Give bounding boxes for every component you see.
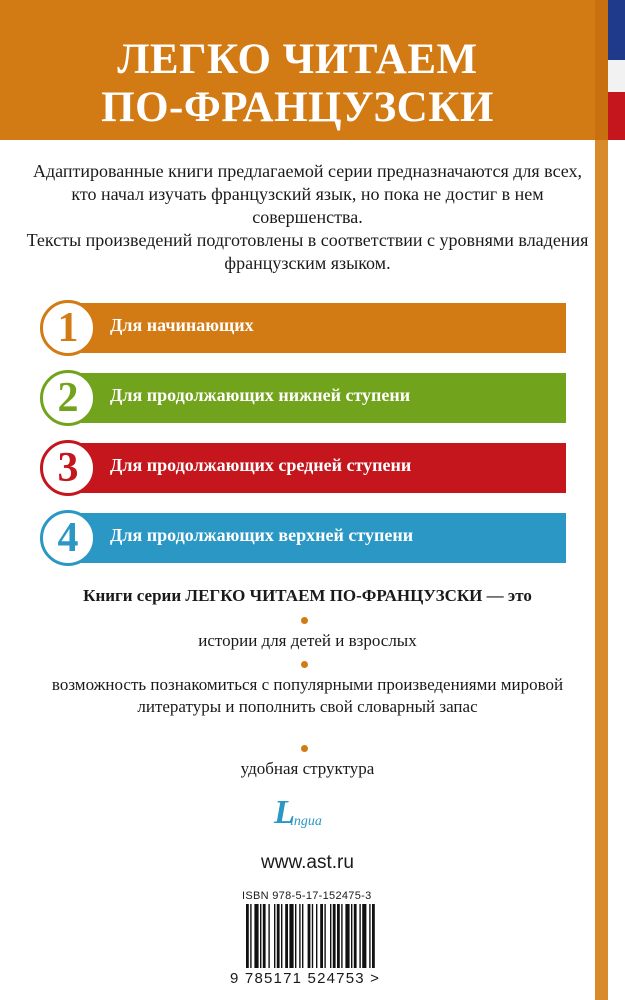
spine-edge-top bbox=[595, 0, 608, 140]
series-title-line1: ЛЕГКО ЧИТАЕМ bbox=[117, 36, 478, 83]
level-label: Для начинающих bbox=[110, 315, 254, 335]
header-band bbox=[0, 0, 595, 140]
intro-paragraph-1: Адаптированные книги предлагаемой серии предназначаются для всех, кто начал изучать французский язык, но пока не достиг в нем совершенства. bbox=[32, 161, 583, 227]
barcode bbox=[228, 890, 428, 1000]
level-number-badge: 4 bbox=[40, 510, 96, 566]
level-label: Для продолжающих нижней ступени bbox=[110, 385, 411, 405]
feature-item: истории для детей и взрослых bbox=[198, 631, 417, 650]
intro-paragraph-2: Тексты произведений подготовлены в соответствии с уровнями владения французским языком. bbox=[26, 230, 589, 273]
level-1 bbox=[40, 300, 566, 356]
bullet-dot-icon bbox=[301, 661, 308, 668]
series-title-line2: ПО-ФРАНЦУЗСКИ bbox=[101, 84, 494, 131]
level-label: Для продолжающих верхней ступени bbox=[110, 525, 414, 545]
level-number-badge: 1 bbox=[40, 300, 96, 356]
feature-item: возможность познакомиться с популярными произведениями мировой литературы и пополнить свой словарный запас bbox=[51, 675, 564, 716]
series-heading: Книги серии ЛЕГКО ЧИТАЕМ ПО-ФРАНЦУЗСКИ — это bbox=[83, 586, 532, 605]
bullet-dot-icon bbox=[301, 745, 308, 752]
level-number-badge: 3 bbox=[40, 440, 96, 496]
french-flag-icon bbox=[608, 0, 625, 140]
barcode-digits: 9 785171 524753 > bbox=[230, 970, 381, 987]
isbn-text: ISBN 978-5-17-152475-3 bbox=[242, 890, 372, 902]
feature-item: удобная структура bbox=[240, 759, 375, 778]
level-2 bbox=[40, 370, 566, 426]
level-label: Для продолжающих средней ступени bbox=[110, 455, 412, 475]
bullet-dot-icon bbox=[301, 617, 308, 624]
spine-edge bbox=[595, 140, 608, 1000]
level-3 bbox=[40, 440, 566, 496]
publisher-logo: L ingua bbox=[274, 794, 322, 831]
level-4 bbox=[40, 510, 566, 566]
publisher-website: www.ast.ru bbox=[261, 852, 354, 873]
barcode-bars bbox=[246, 904, 416, 968]
level-number-badge: 2 bbox=[40, 370, 96, 426]
